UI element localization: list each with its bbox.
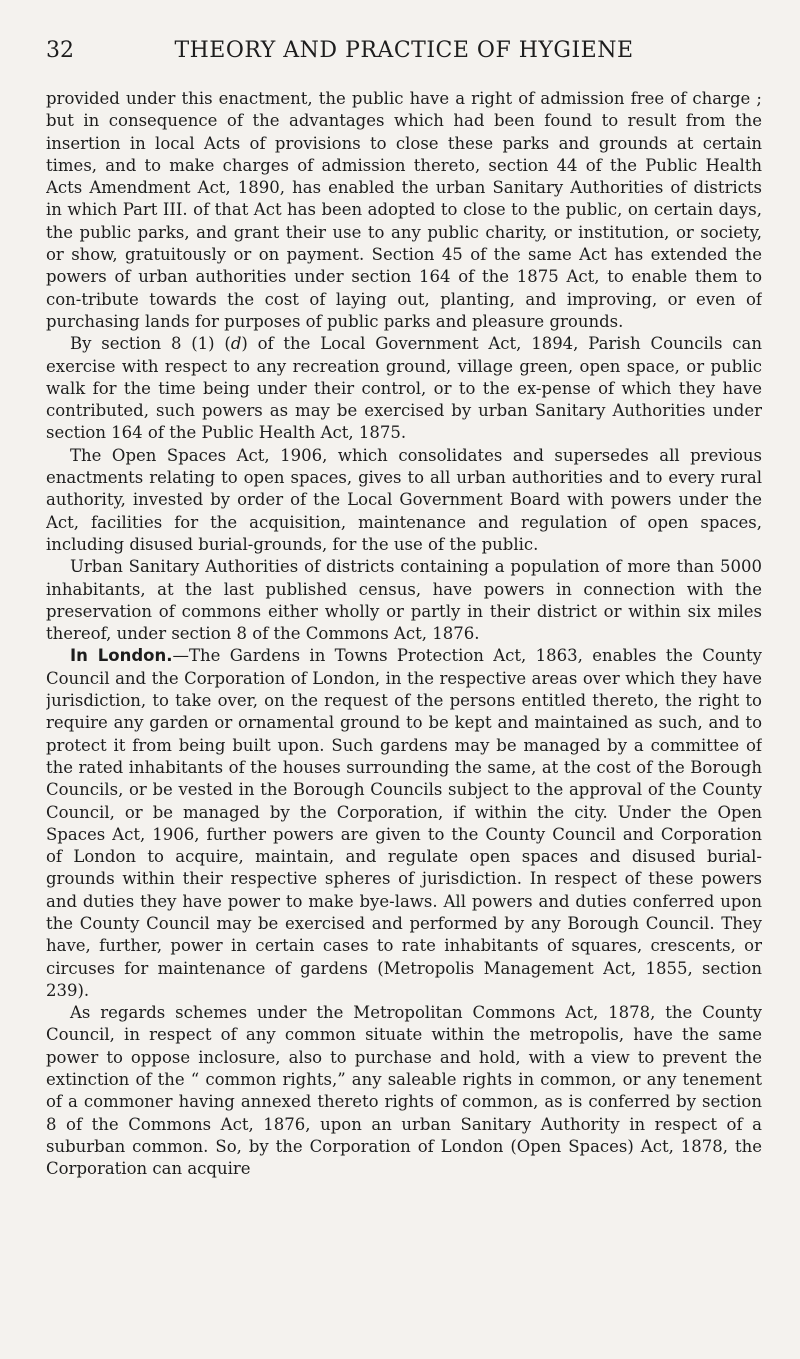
page-header xyxy=(46,36,762,76)
book-page xyxy=(46,36,762,1336)
section-lead-in-london: In London. xyxy=(70,646,173,666)
paragraph-3: The Open Spaces Act, 1906, which consolidates and supersedes all previous enactments relating to open spaces, gives to all urban authorities and to every rural authority, invested by order of the Local Government Board with powers under the Act, facilities for the acquisition, maintenance and regulation of open spaces, including disused burial-grounds, for the use of the public. xyxy=(46,445,762,554)
body-text xyxy=(46,88,762,1181)
page-number: 32 xyxy=(46,38,74,63)
paragraph-4: Urban Sanitary Authorities of districts containing a population of more than 5000 inhabitants, at the last published census, have powers in connection with the preservation of commons either wholly or partly in their district or within six miles thereof, under section 8 of the Commons Act, 1876. xyxy=(46,557,762,644)
paragraph-5 xyxy=(46,645,762,1002)
paragraph-6: As regards schemes under the Metropolitan Commons Act, 1878, the County Council, in respect of any common situate within the metropolis, have the same power to oppose inclosure, also to purchase and hold, with a view to prevent the extinction of the “ common rights,” any saleable rights in common, or any tenement of a commoner having annexed thereto rights of common, as is conferred by section 8 of the Commons Act, 1876, upon an urban Sanitary Authority in respect of a suburban common. So, by the Corporation of London (Open Spaces) Act, 1878, the Corporation can acquire xyxy=(46,1003,762,1179)
paragraph-2-italic: d xyxy=(230,334,242,354)
paragraph-1: provided under this enactment, the public have a right of admission free of charge ; but in consequence of the advantages which had been found to result from the insertion in local Acts of provisions to close these parks and grounds at certain times, and to make charges of admission thereto, section 44 of the Public Health Acts Amendment Act, 1890, has enabled the urban Sanitary Authorities of districts in which Part III. of that Act has been adopted to close to the public, on certain days, the public parks, and grant their use to any public charity, or institution, or society, or show, gratuitously or on payment. Section 45 of the same Act has extended the powers of urban authorities under section 164 of the 1875 Act, to enable them to con-tribute towards the cost of laying out, planting, and improving, or even of purchasing lands for purposes of public parks and pleasure grounds. xyxy=(46,89,762,331)
running-title: THEORY AND PRACTICE OF HYGIENE xyxy=(174,38,634,63)
paragraph-2-start: By section 8 (1) ( xyxy=(70,334,231,354)
paragraph-5-text: —The Gardens in Towns Protection Act, 1863, enables the County Council and the Corporation of London, in the respective areas over which they have jurisdiction, to take over, on the request of the persons entitled thereto, the right to require any garden or ornamental ground to be kept and maintained as such, and to protect it from being built upon. Such gardens may be managed by a committee of the rated inhabitants of the houses surrounding the same, at the cost of the Borough Councils, or be vested in the Borough Councils subject to the approval of the County Council, or be managed by the Corporation, if within the city. Under the Open Spaces Act, 1906, further powers are given to the County Council and Corporation of London to acquire, maintain, and regulate open spaces and disused burial-grounds within their respective spheres of jurisdiction. In respect of these powers and duties they have power to make bye-laws. All powers and duties conferred upon the County Council may be exercised and performed by any Borough Council. They have, further, power in certain cases to rate inhabitants of squares, crescents, or circuses for maintenance of gardens (Metropolis Management Act, 1855, section 239). xyxy=(46,646,762,1000)
paragraph-2-rest: ) of the Local Government Act, 1894, Parish Councils can exercise with respect to any recreation ground, village green, open space, or public walk for the time being under their control, or to the ex-pense of which they have contributed, such powers as may be exercised by urban Sanitary Authorities under section 164 of the Public Health Act, 1875. xyxy=(46,334,762,443)
paragraph-2 xyxy=(46,333,762,444)
